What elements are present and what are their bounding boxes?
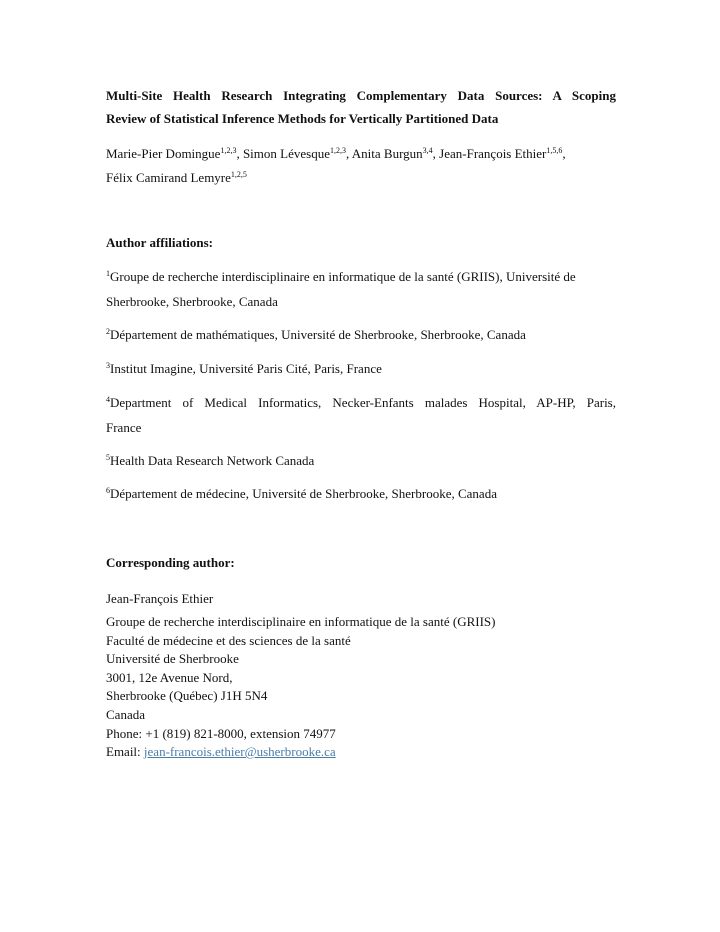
affiliation-text: Department of Medical Informatics, Necker-Enfants malades Hospital, AP-HP, Paris, — [110, 395, 616, 410]
author-line-2 — [106, 166, 616, 190]
affiliation-text: Groupe de recherche interdisciplinaire en informatique de la santé (GRIIS), Université de — [110, 269, 576, 284]
affiliation-number: 5 — [106, 453, 110, 462]
email-label: Email: — [106, 744, 144, 760]
corresponding-author-heading: Corresponding author: — [106, 555, 235, 570]
affiliation-text: Health Data Research Network Canada — [110, 453, 315, 468]
author-separator: , — [562, 146, 566, 161]
author-line-1 — [106, 142, 616, 166]
title-line-2: Review of Statistical Inference Methods for Vertically Partitioned Data — [106, 111, 499, 126]
affiliation-item — [106, 356, 616, 381]
author-name: Félix Camirand Lemyre — [106, 170, 231, 185]
paper-title — [106, 84, 616, 130]
author-separator: , — [432, 146, 440, 161]
address-line: Groupe de recherche interdisciplinaire en informatique de la santé (GRIIS) — [106, 614, 496, 629]
affiliation-item — [106, 481, 616, 506]
affiliation-number: 6 — [106, 486, 110, 495]
author-affiliation-marker: 1,2,3 — [329, 146, 346, 155]
author-list — [106, 142, 616, 190]
affiliation-number: 2 — [106, 327, 110, 336]
author-name: Marie-Pier Domingue — [106, 146, 221, 161]
email-line — [106, 743, 495, 762]
address-line: Canada — [106, 706, 145, 722]
email-link[interactable]: jean-francois.ethier@usherbrooke.ca — [143, 744, 336, 760]
address-line: Faculté de médecine et des sciences de la santé — [106, 632, 351, 648]
affiliation-text: Institut Imagine, Université Paris Cité, Paris, France — [110, 361, 382, 376]
affiliation-line: France — [106, 420, 142, 435]
affiliation-text: Département de mathématiques, Université de Sherbrooke, Sherbrooke, Canada — [110, 327, 526, 342]
author-affiliation-marker: 1,2,5 — [230, 170, 247, 179]
author-name: Anita Burgun — [351, 146, 423, 161]
affiliation-item — [106, 448, 616, 473]
affiliation-line: Sherbrooke, Sherbrooke, Canada — [106, 294, 278, 309]
affiliation-line — [106, 322, 616, 347]
author-affiliation-marker: 1,2,3 — [220, 146, 237, 155]
affiliation-item — [106, 322, 616, 347]
corresponding-address — [106, 613, 495, 762]
affiliations-heading: Author affiliations: — [106, 235, 214, 250]
address-line: Sherbrooke (Québec) J1H 5N4 — [106, 688, 268, 704]
affiliation-item — [106, 264, 616, 314]
affiliation-line — [106, 356, 616, 381]
affiliation-item — [106, 390, 616, 440]
author-separator: , — [236, 146, 243, 161]
affiliation-number: 4 — [106, 395, 110, 404]
affiliation-text: Département de médecine, Université de Sherbrooke, Sherbrooke, Canada — [110, 486, 497, 501]
author-name: Simon Lévesque — [242, 146, 330, 161]
affiliation-line — [106, 448, 616, 473]
corresponding-author-name: Jean-François Ethier — [106, 591, 214, 606]
affiliation-line — [106, 390, 616, 415]
address-line: Université de Sherbrooke — [106, 651, 239, 667]
author-affiliation-marker: 3,4 — [422, 146, 433, 155]
affiliation-number: 1 — [106, 269, 110, 278]
author-separator: , — [345, 146, 352, 161]
author-name: Jean-François Ethier — [439, 146, 547, 161]
phone-line: Phone: +1 (819) 821-8000, extension 74977 — [106, 725, 336, 741]
affiliation-line — [106, 264, 616, 289]
affiliation-line — [106, 481, 616, 506]
title-line-1: Multi-Site Health Research Integrating Complementary Data Sources: A Scoping — [106, 88, 616, 103]
affiliation-number: 3 — [106, 361, 110, 370]
author-affiliation-marker: 1,5,6 — [546, 146, 563, 155]
address-line: 3001, 12e Avenue Nord, — [106, 669, 233, 685]
